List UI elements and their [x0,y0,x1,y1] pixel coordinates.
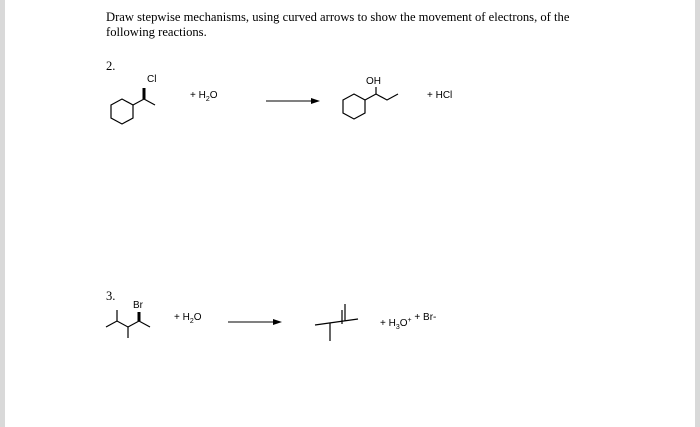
chlorine-label: Cl [147,74,157,85]
main-chain [315,319,358,325]
problem-2-product [343,76,398,119]
side-chain [133,99,155,105]
cyclohexane-ring [343,94,365,119]
problem-3-reactant [106,300,150,338]
problem-2-reagent: + $H_2O$ [190,90,218,103]
bromine-label: Br [133,300,143,311]
problem-3-number: 3. [106,289,116,303]
problem-2-number: 2. [106,59,116,73]
hydroxyl-label: OH [366,76,381,87]
problem-2-reactant [111,74,156,124]
problem-2-byproduct: + HCl [427,90,453,101]
problem-3-reagent: + $H_2O$ [174,312,202,325]
problem-3-product [315,304,358,341]
cyclohexane-ring [111,99,133,124]
carbon-chain [106,321,150,327]
problem-3-byproducts: + $H_3O^+ + Br-$ [380,312,437,331]
side-chain [365,94,398,100]
instructions-text: Draw stepwise mechanisms, using curved arrows to show the movement of electrons, of the following reactions. [106,10,570,39]
reaction-arrow-1 [266,98,320,104]
reaction-arrow-2 [228,319,282,325]
